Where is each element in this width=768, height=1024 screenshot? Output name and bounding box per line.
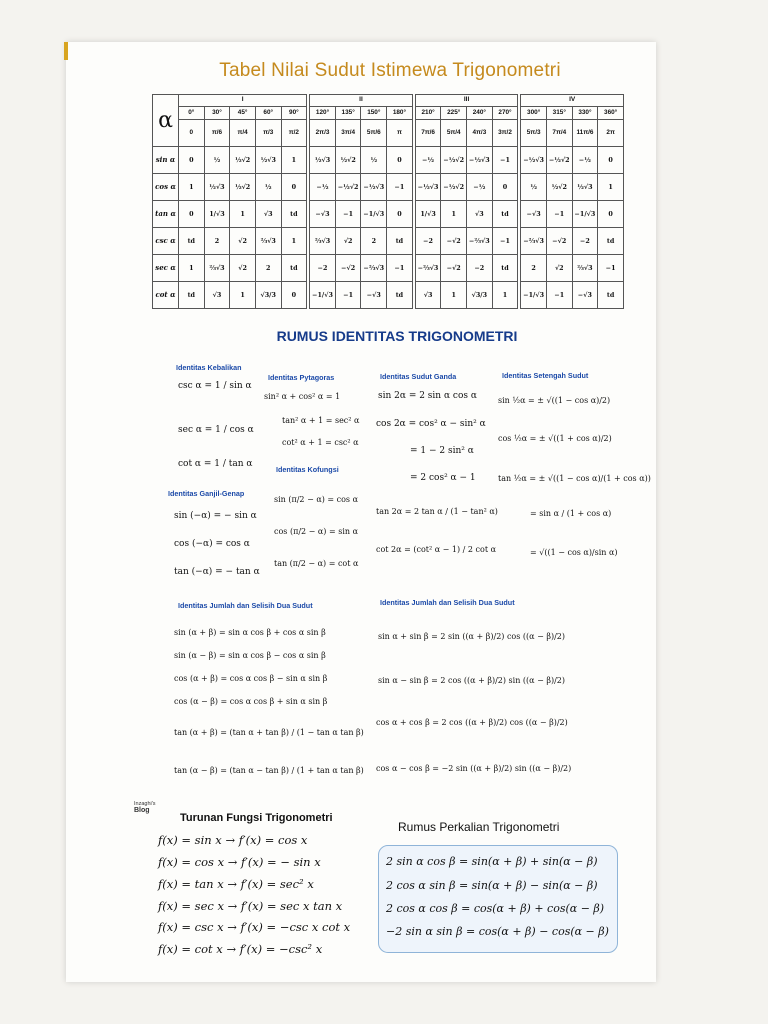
degree-cell: 30° [204,107,230,120]
radian-cell: 4π/3 [467,120,493,147]
special-angle-table [152,94,624,309]
degree-cell: 90° [281,107,307,120]
jumlah-selisih-formula: sin (α + β) = sin α cos β + cos α sin β [174,628,326,637]
value-cell: 1/√3 [204,201,230,228]
kofungsi-formula: tan (π/2 − α) = cot α [274,559,359,568]
value-cell: −1 [546,201,572,228]
value-cell: −2 [415,228,441,255]
value-cell: −√3 [310,201,336,228]
value-cell: td [179,282,205,309]
label-jumlah-selisih-right: Identitas Jumlah dan Selisih Dua Sudut [380,598,515,607]
blog-logo [134,801,156,815]
pytagoras-formula: cot² α + 1 = csc² α [282,438,359,447]
radian-cell: π/4 [230,120,256,147]
value-cell: 1/√3 [415,201,441,228]
value-cell: −½ [310,174,336,201]
value-cell: ½ [361,147,387,174]
degree-cell: 315° [546,107,572,120]
degree-cell: 135° [335,107,361,120]
value-cell: −1 [492,228,518,255]
value-cell: −√2 [441,228,467,255]
quadrant-header: I [179,95,307,107]
radian-cell: 2π/3 [310,120,336,147]
jumlah-selisih-formula: cos (α − β) = cos α cos β + sin α sin β [174,697,328,706]
value-cell: 0 [598,201,624,228]
setengah-sudut-formula: = √((1 − cos α)/sin α) [530,548,618,557]
value-cell: −⅔√3 [361,255,387,282]
degree-cell: 0° [179,107,205,120]
value-cell: −½√3 [361,174,387,201]
products-title: Rumus Perkalian Trigonometri [398,820,560,834]
derivative-formula: f(x) = cos x → f′(x) = − sin x [158,855,321,869]
value-cell: ½√2 [230,174,256,201]
value-cell: −½√3 [467,147,493,174]
value-cell: ½√2 [230,147,256,174]
degree-cell: 225° [441,107,467,120]
value-cell: √2 [230,255,256,282]
value-cell: ½√3 [572,174,598,201]
label-pytagoras: Identitas Pytagoras [268,373,335,382]
label-jumlah-selisih-left: Identitas Jumlah dan Selisih Dua Sudut [178,601,313,610]
radian-cell: 3π/2 [492,120,518,147]
value-cell: ½√3 [255,147,281,174]
degree-cell: 150° [361,107,387,120]
degree-cell: 240° [467,107,493,120]
value-cell: −1 [598,255,624,282]
value-cell: 0 [387,147,413,174]
value-cell: ⅔√3 [204,255,230,282]
value-cell: 0 [598,147,624,174]
value-cell: √3 [415,282,441,309]
function-label: csc α [153,228,179,255]
kebalikan-formula: csc α = 1 / sin α [178,381,252,391]
value-cell: td [492,201,518,228]
value-cell: 0 [387,201,413,228]
jumlah-selisih-formula: tan (α + β) = (tan α + tan β) / (1 − tan α tan β) [174,728,364,737]
label-sudut-ganda: Identitas Sudut Ganda [380,372,457,381]
radian-cell: 0 [179,120,205,147]
derivative-formula: f(x) = tan x → f′(x) = sec² x [158,877,314,891]
value-cell: −√3 [521,201,547,228]
value-cell: −2 [310,255,336,282]
radian-cell: 2π [598,120,624,147]
value-cell: −√2 [335,255,361,282]
value-cell: −1/√3 [521,282,547,309]
value-cell: −½√2 [441,174,467,201]
identities-heading: RUMUS IDENTITAS TRIGONOMETRI [276,328,518,344]
value-cell: −½√2 [335,174,361,201]
value-cell: 0 [281,174,307,201]
value-cell: −½√3 [415,174,441,201]
value-cell: ½√3 [310,147,336,174]
value-cell: −1 [335,201,361,228]
degree-cell: 180° [387,107,413,120]
radian-cell: 11π/6 [572,120,598,147]
value-cell: ⅔√3 [255,228,281,255]
value-cell: −1/√3 [572,201,598,228]
ganjil-genap-formula: sin (−α) = − sin α [174,511,257,521]
degree-cell: 60° [255,107,281,120]
radian-cell: 5π/3 [521,120,547,147]
value-cell: −2 [467,255,493,282]
label-ganjil-genap: Identitas Ganjil-Genap [168,489,245,498]
function-label: cos α [153,174,179,201]
value-cell: ½√2 [546,174,572,201]
jumlah-selisih-formula: sin (α − β) = sin α cos β − cos α sin β [174,651,326,660]
value-cell: ½√3 [204,174,230,201]
special-angle-table-wrap [152,94,624,309]
yellow-tab-mark [64,42,68,60]
function-label: sec α [153,255,179,282]
value-cell: 0 [492,174,518,201]
value-cell: td [598,228,624,255]
value-cell: −√2 [546,228,572,255]
jumlah-selisih-formula: tan (α − β) = (tan α − tan β) / (1 + tan α tan β) [174,766,364,775]
value-cell: −1 [387,255,413,282]
function-label: cot α [153,282,179,309]
value-cell: −½ [415,147,441,174]
sum-to-product-formula: sin α + sin β = 2 sin ((α + β)/2) cos ((α − β)/2) [378,632,565,641]
label-kebalikan: Identitas Kebalikan [176,363,242,372]
pytagoras-formula: sin² α + cos² α = 1 [264,392,341,401]
radian-cell: 5π/4 [441,120,467,147]
derivative-formula: f(x) = sec x → f′(x) = sec x tan x [158,899,343,913]
value-cell: −√3 [361,282,387,309]
value-cell: −⅔√3 [415,255,441,282]
degree-cell: 300° [521,107,547,120]
value-cell: 1 [281,228,307,255]
product-formula: −2 sin α sin β = cos(α + β) − cos(α − β) [386,925,609,938]
setengah-sudut-formula: = sin α / (1 + cos α) [530,509,612,518]
derivative-formula: f(x) = cot x → f′(x) = −csc² x [158,942,323,956]
value-cell: td [281,201,307,228]
value-cell: √2 [335,228,361,255]
degree-cell: 330° [572,107,598,120]
radian-cell: π [387,120,413,147]
value-cell: 1 [441,201,467,228]
product-formula: 2 cos α sin β = sin(α + β) − sin(α − β) [386,879,598,892]
quadrant-header: II [310,95,413,107]
value-cell: −1 [546,282,572,309]
value-cell: √3/3 [467,282,493,309]
radian-cell: 7π/6 [415,120,441,147]
sum-to-product-formula: cos α + cos β = 2 cos ((α + β)/2) cos ((α − β)/2) [376,718,568,727]
value-cell: 0 [281,282,307,309]
kofungsi-formula: sin (π/2 − α) = cos α [274,495,358,504]
setengah-sudut-formula: tan ½α = ± √((1 − cos α)/(1 + cos α)) [498,474,651,483]
degree-cell: 270° [492,107,518,120]
product-formula: 2 sin α cos β = sin(α + β) + sin(α − β) [386,855,598,868]
value-cell: 2 [521,255,547,282]
value-cell: 1 [281,147,307,174]
value-cell: 1 [179,255,205,282]
value-cell: td [492,255,518,282]
value-cell: √3 [255,201,281,228]
setengah-sudut-formula: sin ½α = ± √((1 − cos α)/2) [498,396,611,405]
value-cell: −⅔√3 [467,228,493,255]
value-cell: 1 [230,282,256,309]
radian-cell: π/6 [204,120,230,147]
value-cell: ⅔√3 [572,255,598,282]
value-cell: 2 [361,228,387,255]
value-cell: td [179,228,205,255]
sudut-ganda-formula: tan 2α = 2 tan α / (1 − tan² α) [376,507,498,516]
value-cell: −½√2 [546,147,572,174]
derivative-formula: f(x) = sin x → f′(x) = cos x [158,833,308,847]
sudut-ganda-formula: cot 2α = (cot² α − 1) / 2 cot α [376,545,496,554]
value-cell: −1 [387,174,413,201]
value-cell: −½ [467,174,493,201]
value-cell: ½√2 [335,147,361,174]
kebalikan-formula: sec α = 1 / cos α [178,425,254,435]
kebalikan-formula: cot α = 1 / tan α [178,459,253,469]
value-cell: ½ [255,174,281,201]
radian-cell: 3π/4 [335,120,361,147]
derivatives-title: Turunan Fungsi Trigonometri [180,812,333,824]
logo-line2: Blog [134,807,150,815]
value-cell: td [598,282,624,309]
radian-cell: π/2 [281,120,307,147]
sudut-ganda-formula: = 1 − 2 sin² α [410,446,474,456]
value-cell: −1 [335,282,361,309]
value-cell: 2 [255,255,281,282]
function-label: tan α [153,201,179,228]
setengah-sudut-formula: cos ½α = ± √((1 + cos α)/2) [498,434,612,443]
product-formula: 2 cos α cos β = cos(α + β) + cos(α − β) [386,902,605,915]
ganjil-genap-formula: tan (−α) = − tan α [174,567,260,577]
value-cell: √3/3 [255,282,281,309]
value-cell: −2 [572,228,598,255]
degree-cell: 120° [310,107,336,120]
value-cell: √2 [230,228,256,255]
radian-cell: π/3 [255,120,281,147]
value-cell: −½ [572,147,598,174]
value-cell: −1 [492,147,518,174]
value-cell: 0 [179,147,205,174]
value-cell: −1/√3 [361,201,387,228]
value-cell: 1 [441,282,467,309]
value-cell: 1 [179,174,205,201]
value-cell: 2 [204,228,230,255]
sudut-ganda-formula: sin 2α = 2 sin α cos α [378,391,477,401]
sudut-ganda-formula: = 2 cos² α − 1 [410,473,476,483]
value-cell: ½ [204,147,230,174]
degree-cell: 210° [415,107,441,120]
value-cell: 1 [492,282,518,309]
value-cell: −1/√3 [310,282,336,309]
value-cell: 1 [230,201,256,228]
value-cell: 1 [598,174,624,201]
sum-to-product-formula: sin α − sin β = 2 cos ((α + β)/2) sin ((α − β)/2) [378,676,565,685]
value-cell: −⅔√3 [521,228,547,255]
value-cell: ⅔√3 [310,228,336,255]
value-cell: √3 [467,201,493,228]
quadrant-header: IV [521,95,624,107]
degree-cell: 360° [598,107,624,120]
value-cell: td [387,228,413,255]
radian-cell: 7π/4 [546,120,572,147]
radian-cell: 5π/6 [361,120,387,147]
value-cell: √3 [204,282,230,309]
value-cell: td [387,282,413,309]
page-title: Tabel Nilai Sudut Istimewa Trigonometri [219,60,561,81]
quadrant-header: III [415,95,518,107]
kofungsi-formula: cos (π/2 − α) = sin α [274,527,358,536]
value-cell: −½√3 [521,147,547,174]
derivative-formula: f(x) = csc x → f′(x) = −csc x cot x [158,920,351,934]
pytagoras-formula: tan² α + 1 = sec² α [282,416,360,425]
value-cell: ½ [521,174,547,201]
value-cell: −√2 [441,255,467,282]
sum-to-product-formula: cos α − cos β = −2 sin ((α + β)/2) sin ((α − β)/2) [376,764,572,773]
label-kofungsi: Identitas Kofungsi [276,465,339,474]
value-cell: td [281,255,307,282]
degree-cell: 45° [230,107,256,120]
value-cell: −√3 [572,282,598,309]
function-label: sin α [153,147,179,174]
sudut-ganda-formula: cos 2α = cos² α − sin² α [376,419,486,429]
value-cell: −½√2 [441,147,467,174]
value-cell: 0 [179,201,205,228]
alpha-symbol: α [153,95,179,147]
jumlah-selisih-formula: cos (α + β) = cos α cos β − sin α sin β [174,674,328,683]
ganjil-genap-formula: cos (−α) = cos α [174,539,250,549]
label-setengah-sudut: Identitas Setengah Sudut [502,371,589,380]
logo-line1: Inzaghi's [134,801,156,807]
value-cell: √2 [546,255,572,282]
